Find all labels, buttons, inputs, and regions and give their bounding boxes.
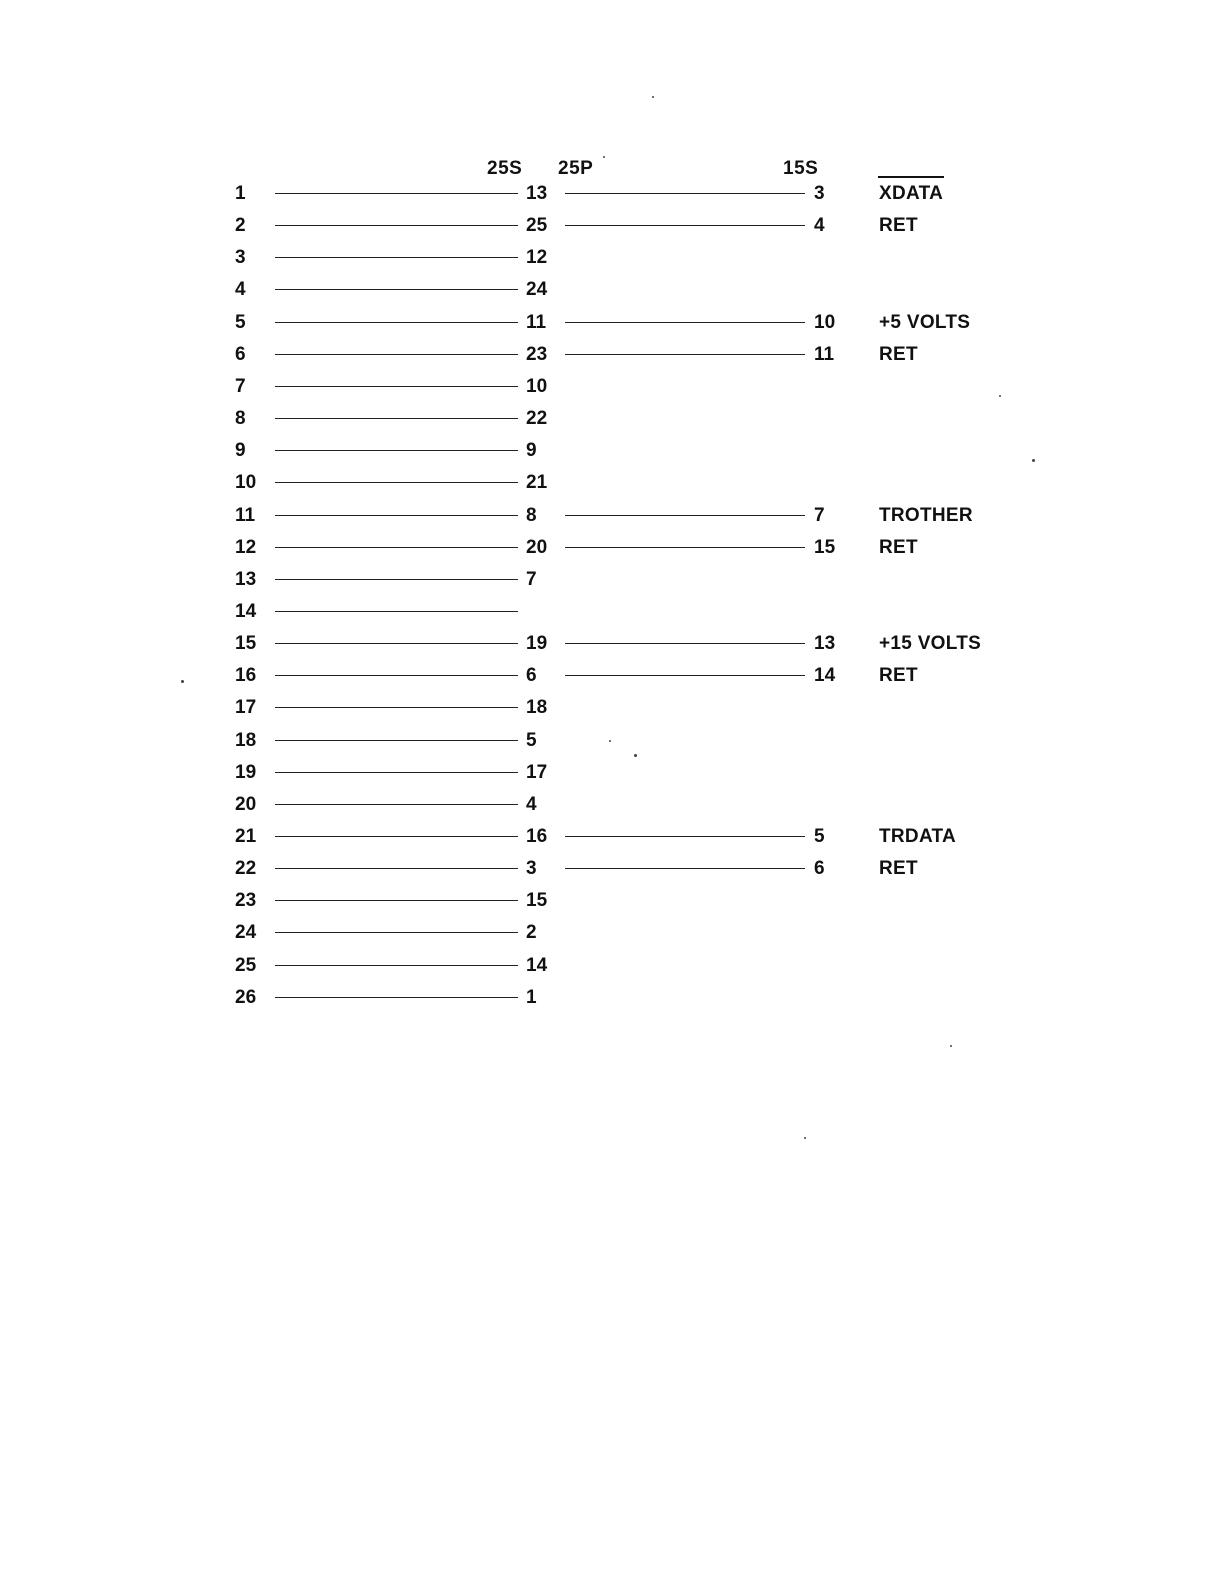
wire-left-to-25s <box>275 289 518 290</box>
pin-number-left: 9 <box>235 440 246 462</box>
pin-number-left: 26 <box>235 986 257 1008</box>
pin-number-25s: 19 <box>526 633 548 655</box>
pin-number-left: 6 <box>235 343 246 365</box>
pin-row <box>0 408 1224 440</box>
scan-speck <box>652 96 654 98</box>
pin-number-25s: 23 <box>526 343 548 365</box>
pin-number-15s: 7 <box>814 504 825 526</box>
pin-number-25s: 17 <box>526 761 548 783</box>
pin-number-left: 10 <box>235 472 257 494</box>
pin-number-left: 3 <box>235 247 246 269</box>
pin-number-15s: 3 <box>814 183 825 204</box>
scan-speck <box>634 754 637 757</box>
pin-row <box>0 537 1224 569</box>
pin-number-15s: 4 <box>814 215 825 237</box>
scan-speck <box>999 395 1001 397</box>
signal-label: TROTHER <box>879 504 973 526</box>
pin-number-15s: 11 <box>814 343 835 365</box>
wire-left-to-25s <box>275 900 518 901</box>
pin-number-25s: 20 <box>526 536 548 558</box>
pin-number-left: 4 <box>235 279 246 301</box>
pin-number-15s: 15 <box>814 536 836 558</box>
scan-speck <box>950 1045 952 1047</box>
signal-label: RET <box>879 858 918 880</box>
pin-number-left: 8 <box>235 408 246 429</box>
pin-number-left: 11 <box>235 504 256 526</box>
scan-speck <box>804 1137 806 1139</box>
scan-speck <box>181 680 184 683</box>
pin-number-25s: 21 <box>526 472 548 494</box>
wire-left-to-25s <box>275 965 518 966</box>
pin-row <box>0 922 1224 954</box>
wire-25p-to-15s <box>565 322 805 323</box>
wire-left-to-25s <box>275 482 518 483</box>
pin-row <box>0 279 1224 311</box>
pin-number-left: 12 <box>235 536 257 558</box>
scan-speck <box>609 740 611 742</box>
pin-row <box>0 312 1224 344</box>
pin-row <box>0 858 1224 890</box>
pin-number-left: 17 <box>235 697 257 719</box>
pin-number-25s: 14 <box>526 954 548 976</box>
wire-left-to-25s <box>275 836 518 837</box>
pin-row <box>0 890 1224 922</box>
wire-left-to-25s <box>275 772 518 773</box>
pin-number-left: 19 <box>235 761 257 783</box>
pin-number-left: 18 <box>235 729 257 751</box>
wire-left-to-25s <box>275 579 518 580</box>
wire-25p-to-15s <box>565 868 805 869</box>
header-25p: 25P <box>558 158 594 179</box>
signal-label: TRDATA <box>879 826 957 847</box>
wire-left-to-25s <box>275 386 518 387</box>
pin-row <box>0 730 1224 762</box>
pin-number-left: 21 <box>235 826 257 847</box>
wire-left-to-25s <box>275 643 518 644</box>
signal-label: +15 VOLTS <box>879 633 982 655</box>
pin-number-15s: 10 <box>814 311 836 333</box>
wire-25p-to-15s <box>565 643 805 644</box>
pin-number-15s: 6 <box>814 858 825 880</box>
pin-number-25s: 11 <box>526 311 547 333</box>
pin-number-25s: 5 <box>526 729 537 751</box>
pin-number-25s: 12 <box>526 247 548 269</box>
pin-number-left: 15 <box>235 633 257 655</box>
pin-number-25s: 2 <box>526 922 537 944</box>
wire-left-to-25s <box>275 804 518 805</box>
wire-left-to-25s <box>275 193 518 194</box>
pin-number-left: 2 <box>235 215 246 237</box>
pin-row <box>0 505 1224 537</box>
wire-left-to-25s <box>275 418 518 419</box>
pin-row <box>0 987 1224 1019</box>
wire-left-to-25s <box>275 450 518 451</box>
pin-number-left: 5 <box>235 311 246 333</box>
wire-25p-to-15s <box>565 836 805 837</box>
pin-row <box>0 569 1224 601</box>
pin-row <box>0 633 1224 665</box>
pin-row <box>0 376 1224 408</box>
wire-25p-to-15s <box>565 193 805 194</box>
wire-left-to-25s <box>275 707 518 708</box>
pin-row <box>0 440 1224 472</box>
wire-left-to-25s <box>275 997 518 998</box>
wire-25p-to-15s <box>565 547 805 548</box>
wire-25p-to-15s <box>565 515 805 516</box>
pin-number-left: 13 <box>235 568 257 590</box>
wire-left-to-25s <box>275 675 518 676</box>
pin-number-left: 22 <box>235 858 257 880</box>
wire-25p-to-15s <box>565 675 805 676</box>
pin-number-25s: 7 <box>526 568 537 590</box>
pin-number-25s: 1 <box>526 986 537 1008</box>
pin-number-15s: 14 <box>814 665 836 687</box>
pin-number-left: 1 <box>235 183 246 204</box>
pin-number-25s: 3 <box>526 858 537 880</box>
pin-number-left: 7 <box>235 375 246 397</box>
pin-number-25s: 18 <box>526 697 548 719</box>
pin-number-15s: 13 <box>814 633 836 655</box>
scan-speck <box>603 156 605 158</box>
wire-left-to-25s <box>275 257 518 258</box>
wire-25p-to-15s <box>565 225 805 226</box>
pin-number-25s: 10 <box>526 375 548 397</box>
pin-row <box>0 215 1224 247</box>
signal-label: XDATA <box>879 183 944 204</box>
pin-number-25s: 6 <box>526 665 537 687</box>
pin-row <box>0 601 1224 633</box>
pin-number-25s: 8 <box>526 504 537 526</box>
pin-row <box>0 955 1224 987</box>
pin-number-25s: 22 <box>526 408 548 429</box>
pin-row <box>0 183 1224 215</box>
pin-row <box>0 247 1224 279</box>
wire-left-to-25s <box>275 740 518 741</box>
scan-speck <box>1032 459 1035 462</box>
pin-row <box>0 344 1224 376</box>
wire-left-to-25s <box>275 354 518 355</box>
signal-header-rule <box>878 176 944 178</box>
pin-number-25s: 9 <box>526 440 537 462</box>
header-25s: 25S <box>487 158 523 179</box>
pin-row <box>0 762 1224 794</box>
pin-number-25s: 25 <box>526 215 548 237</box>
wire-left-to-25s <box>275 225 518 226</box>
pin-number-25s: 16 <box>526 826 548 847</box>
pin-number-15s: 5 <box>814 826 825 847</box>
pin-number-left: 16 <box>235 665 257 687</box>
pin-row <box>0 697 1224 729</box>
wire-left-to-25s <box>275 515 518 516</box>
pin-number-left: 14 <box>235 601 257 622</box>
signal-label: RET <box>879 343 918 365</box>
wire-left-to-25s <box>275 932 518 933</box>
pin-number-25s: 4 <box>526 793 537 815</box>
signal-label: +5 VOLTS <box>879 311 971 333</box>
pin-row <box>0 826 1224 858</box>
wire-left-to-25s <box>275 868 518 869</box>
pin-number-25s: 24 <box>526 279 548 301</box>
pin-number-25s: 13 <box>526 183 548 204</box>
pin-number-left: 20 <box>235 793 257 815</box>
pin-row <box>0 472 1224 504</box>
header-15s: 15S <box>783 158 819 179</box>
pin-number-25s: 15 <box>526 890 548 912</box>
wire-left-to-25s <box>275 322 518 323</box>
wire-left-to-25s <box>275 547 518 548</box>
wire-25p-to-15s <box>565 354 805 355</box>
signal-label: RET <box>879 215 918 237</box>
pin-number-left: 25 <box>235 954 257 976</box>
wire-left-to-25s <box>275 611 518 612</box>
signal-label: RET <box>879 665 918 687</box>
pin-number-left: 24 <box>235 922 257 944</box>
pin-row <box>0 794 1224 826</box>
pin-number-left: 23 <box>235 890 257 912</box>
signal-label: RET <box>879 536 918 558</box>
